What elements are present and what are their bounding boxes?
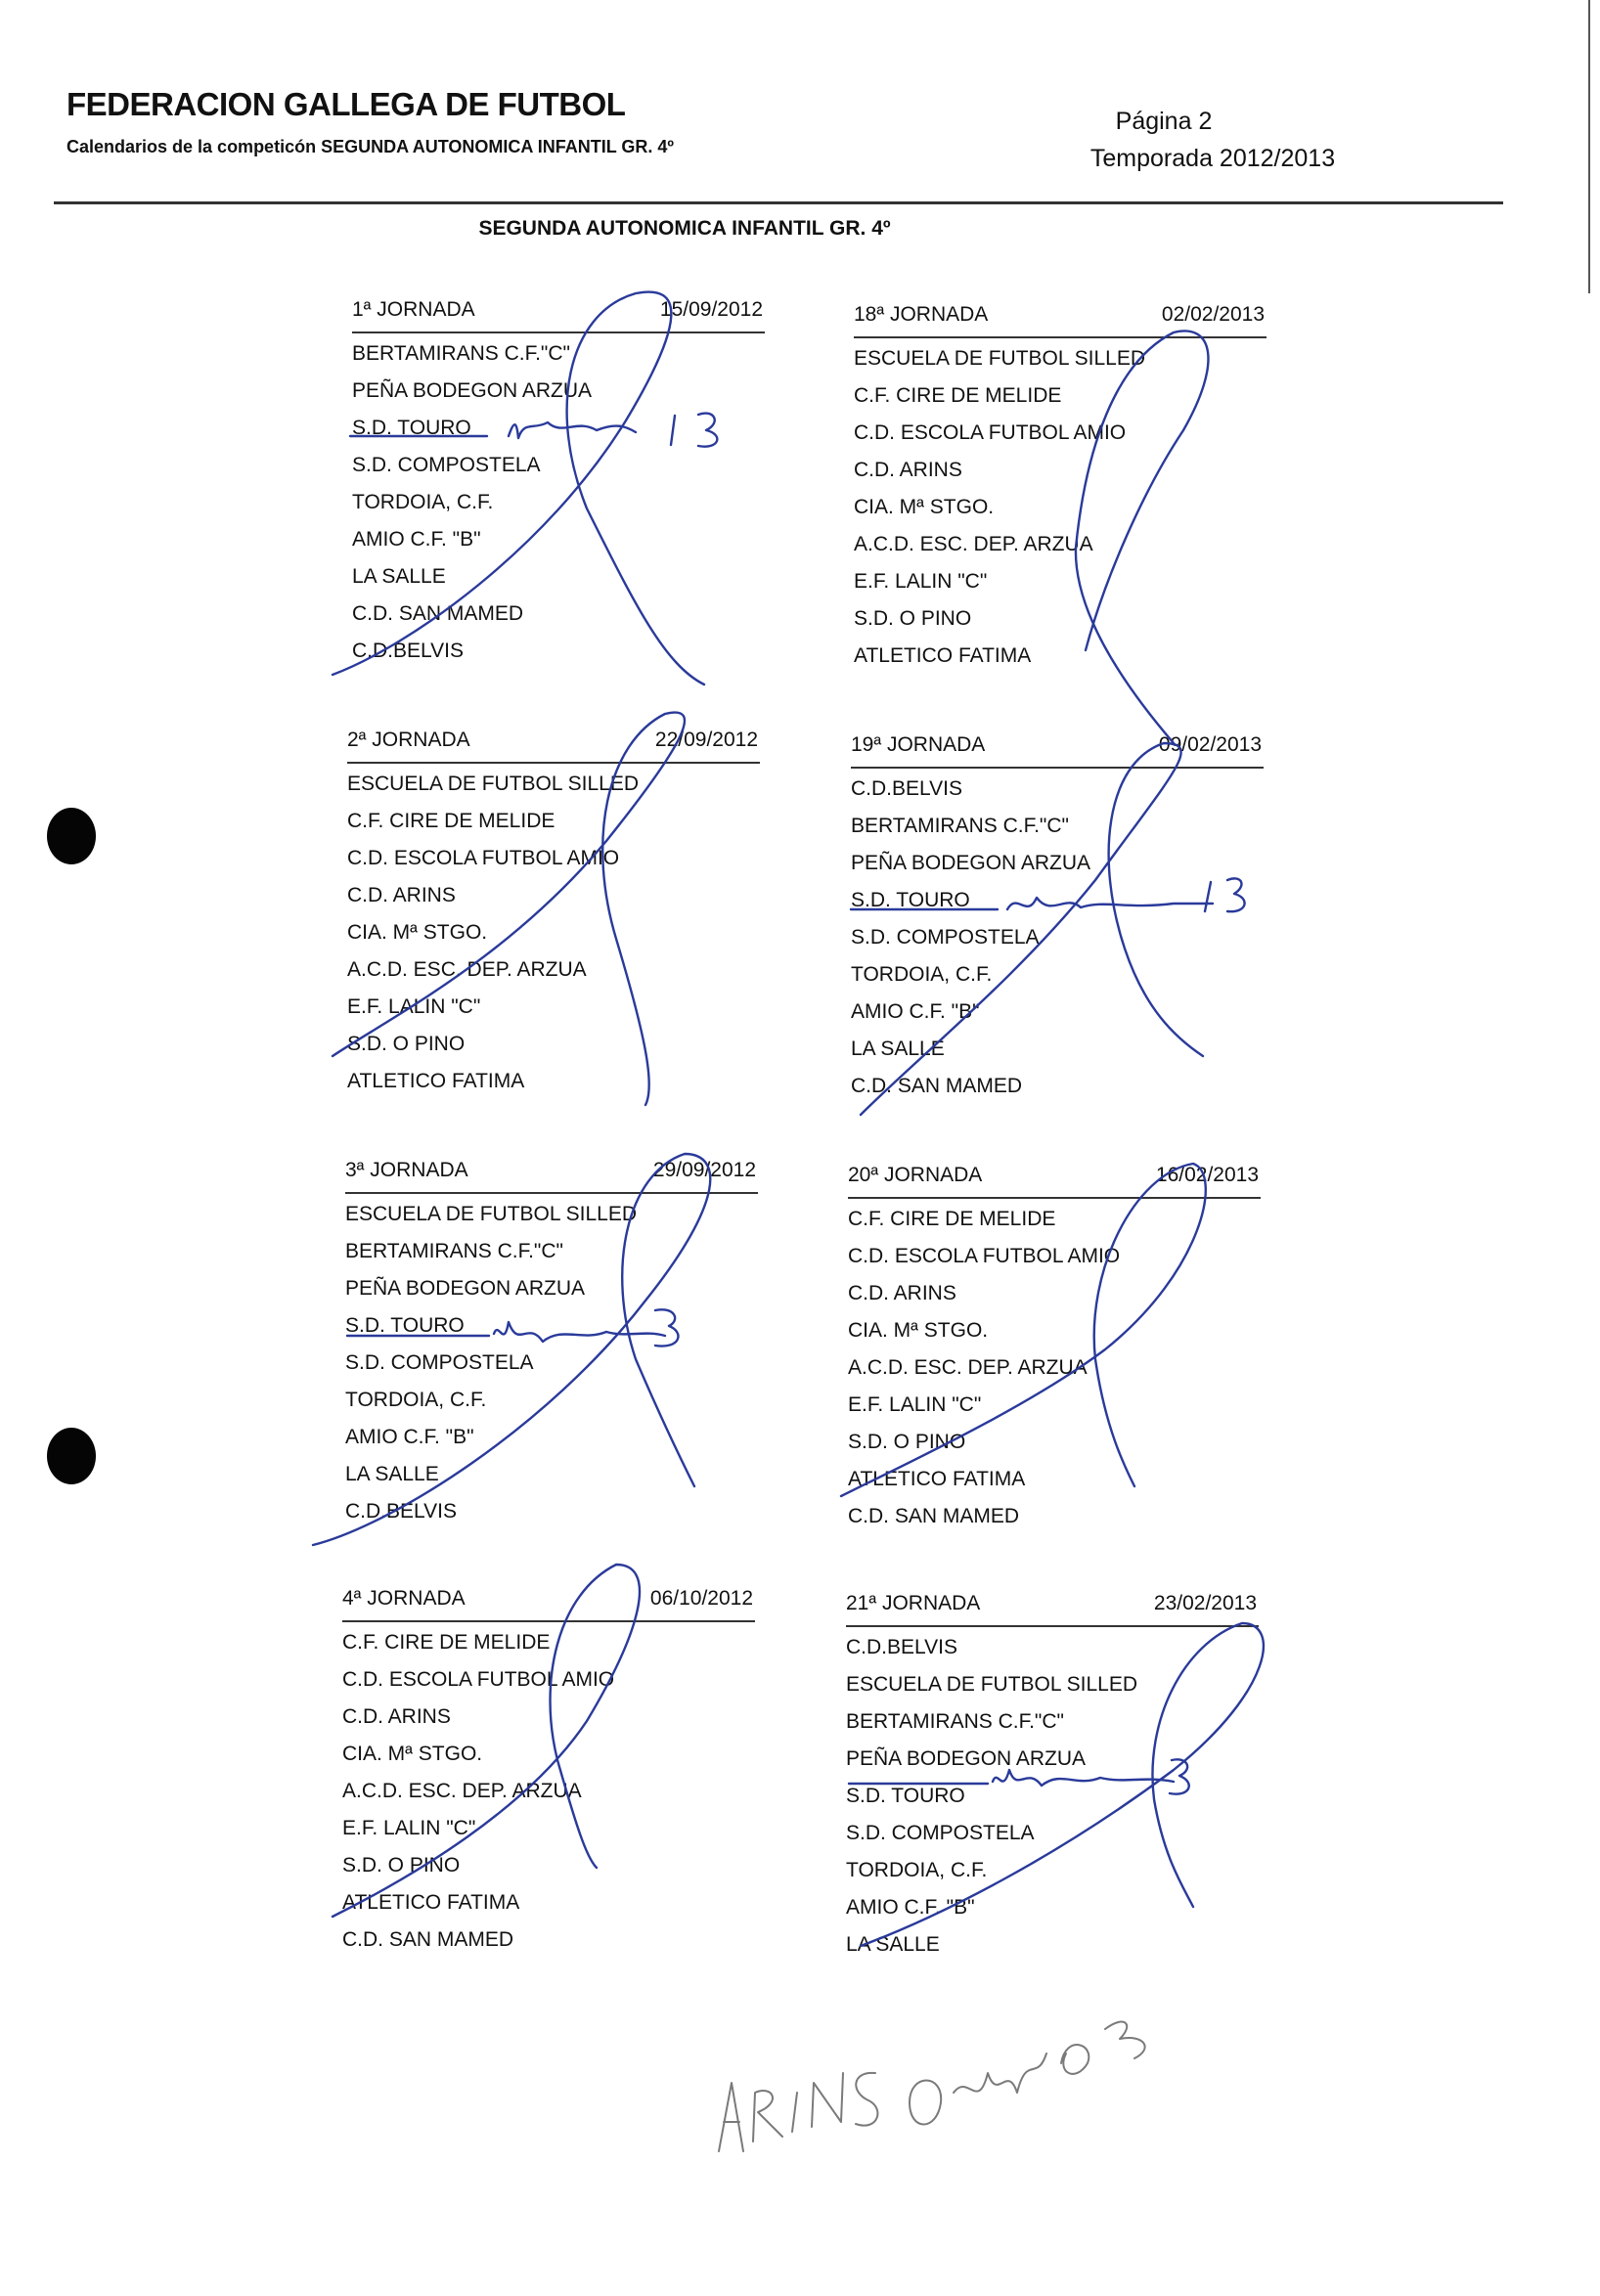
team-name: C.D.BELVIS — [352, 640, 464, 662]
team-name: TORDOIA, C.F. — [352, 491, 494, 513]
team-name: S.D. O PINO — [848, 1431, 966, 1453]
team-name: C.D. ESCOLA FUTBOL AMIO — [342, 1668, 615, 1691]
page-edge-line — [1588, 0, 1600, 293]
competition-title: SEGUNDA AUTONOMICA INFANTIL GR. 4º — [478, 217, 891, 240]
team-name: C.D. ESCOLA FUTBOL AMIO — [347, 847, 620, 869]
round-name: 3ª JORNADA — [345, 1159, 468, 1181]
round-date: 02/02/2013 — [1161, 303, 1265, 326]
round-header — [846, 1592, 1259, 1627]
team-name: ATLETICO FATIMA — [854, 644, 1032, 667]
team-name: S.D. COMPOSTELA — [851, 926, 1040, 949]
team-name: E.F. LALIN "C" — [347, 995, 481, 1018]
round-name: 1ª JORNADA — [352, 298, 475, 321]
team-name: BERTAMIRANS C.F."C" — [352, 342, 570, 365]
round-name: 2ª JORNADA — [347, 729, 470, 751]
round-header — [352, 298, 765, 333]
team-name: PEÑA BODEGON ARZUA — [345, 1277, 586, 1300]
team-name: C.D. ESCOLA FUTBOL AMIO — [854, 421, 1127, 444]
team-name: S.D. COMPOSTELA — [345, 1351, 534, 1374]
team-name: C.D. ARINS — [854, 459, 962, 481]
round-header — [342, 1587, 755, 1622]
round-header — [851, 733, 1264, 769]
round-name: 19ª JORNADA — [851, 733, 986, 756]
team-name: CIA. Mª STGO. — [347, 921, 488, 944]
team-name: C.D. SAN MAMED — [352, 602, 524, 625]
team-name: TORDOIA, C.F. — [851, 963, 993, 986]
team-list — [342, 1622, 755, 1959]
team-name: ESCUELA DE FUTBOL SILLED — [846, 1673, 1137, 1696]
team-name: A.C.D. ESC. DEP. ARZUA — [347, 958, 587, 981]
team-list — [345, 1194, 758, 1530]
round-block — [846, 1592, 1259, 1964]
team-name: CIA. Mª STGO. — [854, 496, 995, 518]
team-name: TORDOIA, C.F. — [846, 1859, 988, 1881]
team-name: C.D.BELVIS — [846, 1636, 957, 1658]
round-block — [347, 729, 760, 1100]
round-block — [352, 298, 765, 670]
team-name: S.D. O PINO — [347, 1033, 466, 1055]
punch-hole — [47, 808, 96, 864]
round-block — [342, 1587, 755, 1959]
team-name: A.C.D. ESC. DEP. ARZUA — [848, 1356, 1088, 1379]
punch-hole — [47, 1428, 96, 1484]
round-date: 23/02/2013 — [1153, 1592, 1257, 1614]
round-date: 09/02/2013 — [1158, 733, 1262, 756]
team-name: A.C.D. ESC. DEP. ARZUA — [854, 533, 1093, 555]
team-name: E.F. LALIN "C" — [848, 1393, 982, 1416]
team-name: C.F. CIRE DE MELIDE — [342, 1631, 551, 1654]
team-name: S.D. TOURO — [851, 889, 970, 911]
team-name: S.D. O PINO — [854, 607, 972, 630]
team-name: CIA. Mª STGO. — [342, 1743, 483, 1765]
team-name: PEÑA BODEGON ARZUA — [851, 852, 1091, 874]
team-list — [854, 338, 1267, 675]
season-label: Temporada 2012/2013 — [1089, 145, 1336, 172]
team-list — [352, 333, 765, 670]
team-name: AMIO C.F. "B" — [352, 528, 481, 551]
round-block — [345, 1159, 758, 1530]
team-name: C.D. SAN MAMED — [851, 1075, 1023, 1097]
round-date: 15/09/2012 — [659, 298, 763, 321]
team-name: S.D. TOURO — [846, 1785, 965, 1807]
round-header — [345, 1159, 758, 1194]
team-name: TORDOIA, C.F. — [345, 1389, 487, 1411]
team-name: C.F. CIRE DE MELIDE — [854, 384, 1062, 407]
team-name: C.F. CIRE DE MELIDE — [848, 1208, 1056, 1230]
round-date: 06/10/2012 — [649, 1587, 753, 1610]
team-name: AMIO C.F. "B" — [851, 1000, 980, 1023]
round-header — [848, 1164, 1261, 1199]
round-name: 4ª JORNADA — [342, 1587, 466, 1610]
team-name: C.F. CIRE DE MELIDE — [347, 810, 556, 832]
team-list — [846, 1627, 1259, 1964]
round-name: 21ª JORNADA — [846, 1592, 981, 1614]
team-name: ATLETICO FATIMA — [848, 1468, 1026, 1490]
page-number: Página 2 — [1115, 108, 1213, 135]
team-name: LA SALLE — [846, 1933, 940, 1956]
team-name: LA SALLE — [352, 565, 446, 588]
team-name: C.D. ARINS — [848, 1282, 956, 1304]
calendar-subtitle: Calendarios de la competicón SEGUNDA AUTONOMICA INFANTIL GR. 4º — [67, 137, 674, 156]
team-name: ATLETICO FATIMA — [342, 1891, 520, 1914]
team-name: PEÑA BODEGON ARZUA — [846, 1747, 1087, 1770]
team-name: C.D. SAN MAMED — [848, 1505, 1020, 1527]
team-name: AMIO C.F. "B" — [345, 1426, 474, 1448]
round-header — [854, 303, 1267, 338]
team-name: ESCUELA DE FUTBOL SILLED — [347, 773, 639, 795]
team-name: S.D. COMPOSTELA — [846, 1822, 1035, 1844]
team-name: ATLETICO FATIMA — [347, 1070, 525, 1092]
team-name: C.D. ARINS — [347, 884, 456, 906]
team-name: BERTAMIRANS C.F."C" — [846, 1710, 1064, 1733]
team-name: C.D. ESCOLA FUTBOL AMIO — [848, 1245, 1121, 1267]
team-name: E.F. LALIN "C" — [342, 1817, 476, 1839]
team-name: S.D. TOURO — [352, 417, 471, 439]
team-name: BERTAMIRANS C.F."C" — [851, 815, 1069, 837]
round-block — [854, 303, 1267, 675]
team-name: ESCUELA DE FUTBOL SILLED — [854, 347, 1145, 370]
team-name: PEÑA BODEGON ARZUA — [352, 379, 593, 402]
federation-title: FEDERACION GALLEGA DE FUTBOL — [67, 86, 626, 122]
team-name: S.D. O PINO — [342, 1854, 461, 1877]
round-date: 29/09/2012 — [652, 1159, 756, 1181]
team-name: CIA. Mª STGO. — [848, 1319, 989, 1342]
team-name: AMIO C.F. "B" — [846, 1896, 975, 1919]
team-name: BERTAMIRANS C.F."C" — [345, 1240, 563, 1262]
team-name: C.D. SAN MAMED — [342, 1928, 514, 1951]
team-name: S.D. COMPOSTELA — [352, 454, 541, 476]
team-list — [851, 769, 1264, 1105]
team-name: LA SALLE — [851, 1038, 945, 1060]
round-date: 16/02/2013 — [1155, 1164, 1259, 1186]
team-name: E.F. LALIN "C" — [854, 570, 988, 593]
round-block — [851, 733, 1264, 1105]
round-header — [347, 729, 760, 764]
round-name: 20ª JORNADA — [848, 1164, 983, 1186]
team-name: A.C.D. ESC. DEP. ARZUA — [342, 1780, 582, 1802]
team-name: C.D.BELVIS — [345, 1500, 457, 1523]
team-list — [347, 764, 760, 1100]
team-name: C.D. ARINS — [342, 1705, 451, 1728]
team-name: S.D. TOURO — [345, 1314, 465, 1337]
team-name: ESCUELA DE FUTBOL SILLED — [345, 1203, 637, 1225]
team-name: LA SALLE — [345, 1463, 439, 1485]
team-name: C.D.BELVIS — [851, 777, 962, 800]
round-name: 18ª JORNADA — [854, 303, 989, 326]
round-date: 22/09/2012 — [654, 729, 758, 751]
round-block — [848, 1164, 1261, 1535]
header-divider — [54, 201, 1503, 204]
team-list — [848, 1199, 1261, 1535]
